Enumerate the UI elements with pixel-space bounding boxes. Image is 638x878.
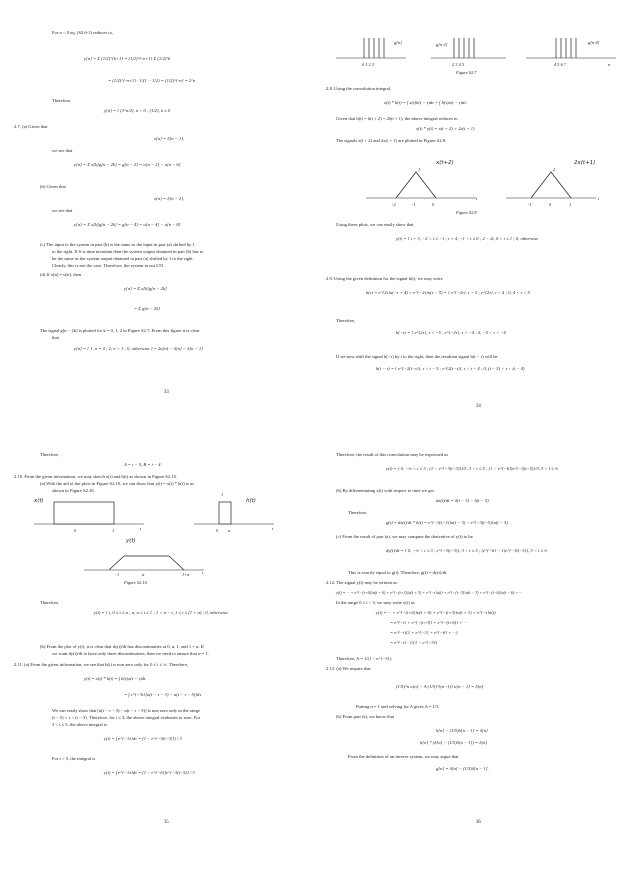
problem-heading: 2.9. Using the given definition for the signal h(t), we may write: [326, 276, 443, 281]
problem-heading: 2.11. (a) From the given information, we see that h(t) is non zero only for 0 ≤ t ≤ ∞. Therefore,: [14, 662, 189, 667]
equation: y(t) = x(t) * h(t) = ∫ h(τ)x(t − τ)dτ: [84, 676, 146, 681]
text-line: that: [52, 335, 59, 340]
equation: y(t) = { 0, −∞ < t ≤ 3 ; (1 − e^{−3(t−3)})/3, 3 < t ≤ 5 ; (1 − e^{−6})e^{−3(t−5)}/3, 5 < t ≤ ∞: [386, 466, 559, 471]
equation: dx(t)/dt = δ(t − 3) − δ(t − 5): [436, 498, 489, 503]
tick-label: 0: [432, 202, 435, 207]
text-line: (t − 5) < τ < (t − 3). Therefore, for t ≤ 3, the above integral evaluates to zero. For: [52, 715, 201, 720]
figure-caption: Figure S2.10: [124, 580, 147, 585]
text-line: Clearly, this is not the case. Therefore, the system in not LTI.: [52, 263, 165, 268]
text-line: The signals x(t + 2) and 2x(t + 1) are plotted in Figure S2.8.: [336, 138, 447, 143]
text-line: to the right. If S is time invariant then the system output obtained in part (b) has to: [52, 249, 204, 254]
page-number: 36: [476, 820, 481, 825]
text-line: From the definition of an inverse system, we may argue that: [348, 754, 459, 759]
tick-label: 0 1 2 3: [362, 62, 375, 67]
text-line: we want dy(t)/dt to have only three discontinuities, then we need to ensure that α = 1.: [52, 651, 209, 656]
pulse-x: [54, 502, 114, 524]
tick-label: -1: [528, 202, 532, 207]
tick-label: -1: [412, 202, 416, 207]
equation: h(t − τ) = { e^{−2(t−τ)}, τ < t − 5 ; e^{2(t−τ)}, τ > t − 4 ; 0, (t − 5) < τ < (t − 4): [376, 366, 525, 371]
text-line: (b) From the plot of y(t), it is clear that dy(t)/dt has discontinuities at 0, α, 1, and 1 + α. If: [40, 644, 204, 649]
tick-label: 0: [74, 528, 77, 533]
text-line: Putting n = 1 and solving for A gives A = 1/5.: [356, 704, 440, 709]
equation: h[n] * (δ[n] − (1/5)δ[n − 1]) = δ[n]: [420, 740, 488, 745]
axis-label: t: [272, 526, 274, 531]
tick-label: α: [142, 572, 145, 577]
figure-s2-10: [14, 492, 314, 582]
figure-label: g[n-4]: [588, 40, 600, 45]
text-line: shown in Figure S2.10.: [52, 488, 95, 493]
tick-label: α: [228, 528, 231, 533]
text-line: be the same as the system output obtained in part (a) shifted by 1 to the right.: [52, 256, 194, 261]
equation: h(τ) = e^{2τ}u(−τ + 4) + e^{−2τ}u(τ − 5) = { e^{−2τ}, τ > 5 ; e^{2τ}, τ < 4 ; 0, 4 < τ < 5: [366, 290, 530, 295]
pulse-h: [219, 502, 231, 524]
equation: y(t) = ∫ e^{−3τ}dτ = (1 − e^{−6})e^{−3(t−5)} / 3: [104, 770, 195, 775]
equation: g(t) = dx(t)/dt * h(t) = e^{−3(t−3)}u(t − 3) − e^{−3(t−5)}u(t − 5).: [386, 520, 509, 525]
figure-label: x(t): [34, 498, 44, 504]
text-line: For n < 0 eq. (S2.6-1) reduces to,: [52, 30, 114, 35]
text-line: Therefore,: [348, 510, 368, 515]
equation: = e^{−t} · 1/(1 − e^{−3}): [390, 640, 438, 645]
text-line: (c) From the result of part (a), we may compute the derivative of y(t) to be: [336, 534, 473, 539]
axis-label: n: [608, 62, 611, 67]
tick-label: 1: [418, 167, 421, 172]
equation: y[n] = { 1, n = 0 ; 2, n > 1 ; 0, otherwise } = 2u[n] − δ[n] − δ[n − 1]: [74, 346, 203, 351]
text-line: (c) The input to the system in part (b) is the same as the input in part (a) shifted by 1: [40, 242, 195, 247]
equation: y[n] = Σ (1/2)^{k+1} = (1/2)^{-n+1} Σ (1/2)^k: [84, 56, 171, 61]
text-line: If we now shift the signal h(−τ) by t to the right, then the resultant signal h(t − τ) will be: [336, 354, 498, 359]
figure-label: h(t): [246, 498, 256, 504]
tick-label: 1: [112, 528, 115, 533]
problem-heading: 2.10. From the given information, we may sketch x(t) and h(t) as shown in Figure S2.10.: [14, 474, 178, 479]
tick-label: −1: [114, 572, 120, 577]
tick-label: 2: [553, 167, 556, 172]
page-number: 34: [476, 404, 481, 409]
tick-label: 0: [216, 528, 219, 533]
equation: y(t) = { t, 0 ≤ t ≤ α ; α, α ≤ t ≤ 1 ; 1 + α − t, 1 ≤ t ≤ (1 + α) ; 0, otherwise: [94, 610, 228, 615]
equation: y(t) = ∫ e^{−3τ}dτ = (1 − e^{−3(t−3)}) / 3: [104, 736, 182, 741]
figure-label: g[n-2]: [436, 42, 448, 47]
equation: h[n] − (1/5)h[n − 1] = δ[n]: [436, 728, 488, 733]
tick-label: 0: [549, 202, 552, 207]
equation: y[n] = { (3^n/2), n < 0 ; (1/2), n ≥ 0: [104, 108, 171, 113]
figure-label: x(t+2): [436, 160, 454, 166]
figure-label: g[n]: [394, 40, 402, 45]
tick-label: 4 5 6 7: [554, 62, 567, 67]
text-line: The signal g[n − 2k] is plotted for k = 0, 1, 2 in Figure S2.7. From this figure it is clear: [40, 328, 200, 333]
equation: g[n] = δ[n] − (1/5)δ[n − 1].: [436, 766, 489, 771]
trapezoid-y: [109, 556, 184, 570]
problem-heading: 2.8. Using the convolution integral,: [326, 86, 392, 91]
triangle-2x-t-plus-1: [531, 172, 571, 198]
text-line: Therefore,: [336, 318, 356, 323]
problem-heading: 2.7. (a) Given that: [14, 124, 48, 129]
equation: A = t − 5, B = t − 4.: [124, 462, 162, 467]
equation: = ∫ e^{−3τ}[u(t − τ − 3) − u(t − τ − 5)]dτ: [124, 692, 201, 697]
equation: h(−τ) = { e^{2τ}, τ < −5 ; e^{−2τ}, τ > −4 ; 0, −5 < τ < −4: [396, 330, 506, 335]
text-line: Therefore,: [40, 452, 60, 457]
equation: dy(t)/dt = { 0, −∞ < t ≤ 3 ; e^{−3(t−3)}, 3 < t ≤ 5 ; (e^{−6} − 1)e^{−3(t−5)}, 5 < t ≤ ∞: [386, 548, 548, 553]
tick-label: -2: [392, 202, 396, 207]
text-line: we see that: [52, 148, 73, 153]
text-line: (d) If x[n] = u[n], then: [40, 272, 82, 277]
text-line: Therefore, the result of this convolution may be expressed as: [336, 452, 449, 457]
triangle-x-t-plus-2: [396, 172, 436, 198]
equation: = Σ g[n − 2k]: [134, 306, 161, 311]
figure-label: y(t): [126, 538, 136, 544]
equation: x(t) * y(t) = x(t + 2) + 2x(t + 1): [416, 126, 475, 131]
figure-caption: Figure S2.8: [456, 210, 477, 215]
text-line: Given that h(t) = δ(t + 2) + 2δ(t + 1), the above integral reduces to: [336, 116, 458, 121]
page-36: [326, 440, 626, 865]
equation: = e^{−t} + e^{−(t+3)} + e^{−(t+6)} + ···: [390, 620, 467, 625]
equation: y[n] = Σ x[k]g[n − 2k] = g[n − 2] = u[n − 2] − u[n − 6]: [74, 162, 181, 167]
axis-label: t: [202, 570, 204, 575]
tick-label: 1: [569, 202, 572, 207]
equation: x(t) * h(t) = ∫ x(τ)h(t − τ)dτ = ∫ h(τ)x(t − τ)dτ.: [384, 100, 468, 105]
equation: (1/5)^n u[n] − A (1/5)^{(n−1)} u[n − 1] = δ[n]: [396, 684, 484, 689]
text-line: Using these plots, we can easily show that: [336, 222, 414, 227]
tick-label: 2 3 4 5: [452, 62, 465, 67]
page-number: 35: [164, 820, 169, 825]
equation: x[n] = δ[n − 2],: [154, 196, 185, 201]
text-line: we see that: [52, 208, 73, 213]
tick-label: 1: [221, 492, 224, 497]
text-line: In the range 0 ≤ t < 3, we may write y(t) as: [336, 600, 415, 605]
text-line: (b) By differentiating x(t) with respect to time we get: [336, 488, 434, 493]
page-number: 33: [164, 390, 169, 395]
text-line: (b) From part (a), we know that: [336, 714, 395, 719]
text-line: 3 < t ≤ 5, the above integral is: [52, 722, 107, 727]
text-line: For t > 5, the integral is: [52, 756, 96, 761]
page-34: [326, 10, 626, 435]
problem-heading: 2.13. (a) We require that: [326, 666, 371, 671]
text-line: Therefore,: [52, 98, 72, 103]
equation: y[n] = Σ x[k]g[n − 2k]: [124, 286, 167, 291]
equation: y(t) = { t + 3, −2 < t ≤ −1 ; t + 4, −1 < t ≤ 0 ; 2 − 2t, 0 < t ≤ 1 ; 0, otherwise: [396, 236, 539, 241]
stem-group-g0: [364, 38, 384, 58]
text-line: Therefore,: [40, 600, 60, 605]
text-line: Therefore, A = 1/(1 − e^{−3}).: [336, 656, 393, 661]
page-33: [14, 10, 314, 435]
equation: y[n] = Σ x[k]g[n − 2k] = g[n − 4] = u[n − 4] − u[n − 8]: [74, 222, 181, 227]
text-line: We can easily show that [u(t − τ − 3) − u(t − τ − 5)] is non zero only in the range: [52, 708, 200, 713]
text-line: (b) Given that: [40, 184, 66, 189]
axis-label: t: [140, 526, 142, 531]
equation: y(t) = ··· + e^{−(t+6)}u(t + 6) + e^{−(t+3)}u(t + 3) + e^{−t}u(t): [376, 610, 496, 615]
text-line: (a) With the aid of the plots in Figure S2.10, we can show that y(t) = x(t) * h(t) is as: [40, 481, 194, 486]
stem-group-g4: [556, 38, 576, 58]
axis-label: t: [476, 196, 478, 201]
equation: = (1/2)^{-n+1} · 1/(1 − 1/2) = (1/2)^{-n} = 2^n: [108, 78, 196, 83]
figure-caption: Figure S2.7: [456, 70, 477, 75]
page-35: [14, 440, 314, 865]
equation: = e^{−t}(1 + e^{−3} + e^{−6} + ···): [390, 630, 458, 635]
stem-group-g2: [454, 38, 474, 58]
text-line: This is exactly equal to g(t). Therefore, g(t) = dy(t)/dt.: [348, 570, 448, 575]
equation: x[n] = δ[n − 1],: [154, 136, 185, 141]
tick-label: 1+α: [182, 572, 190, 577]
equation: y(t) = ··· + e^{−(t+6)}u(t + 6) + e^{−(t+3)}u(t + 3) + e^{−t}u(t) + e^{−(t−3)}u(t − 3) + e^{−(t−6)}u(t − 6) + ···: [336, 590, 523, 595]
problem-heading: 2.12. The signal y(t) may be written as: [326, 580, 397, 585]
figure-label: 2x(t+1): [574, 160, 596, 166]
axis-label: t: [598, 196, 600, 201]
